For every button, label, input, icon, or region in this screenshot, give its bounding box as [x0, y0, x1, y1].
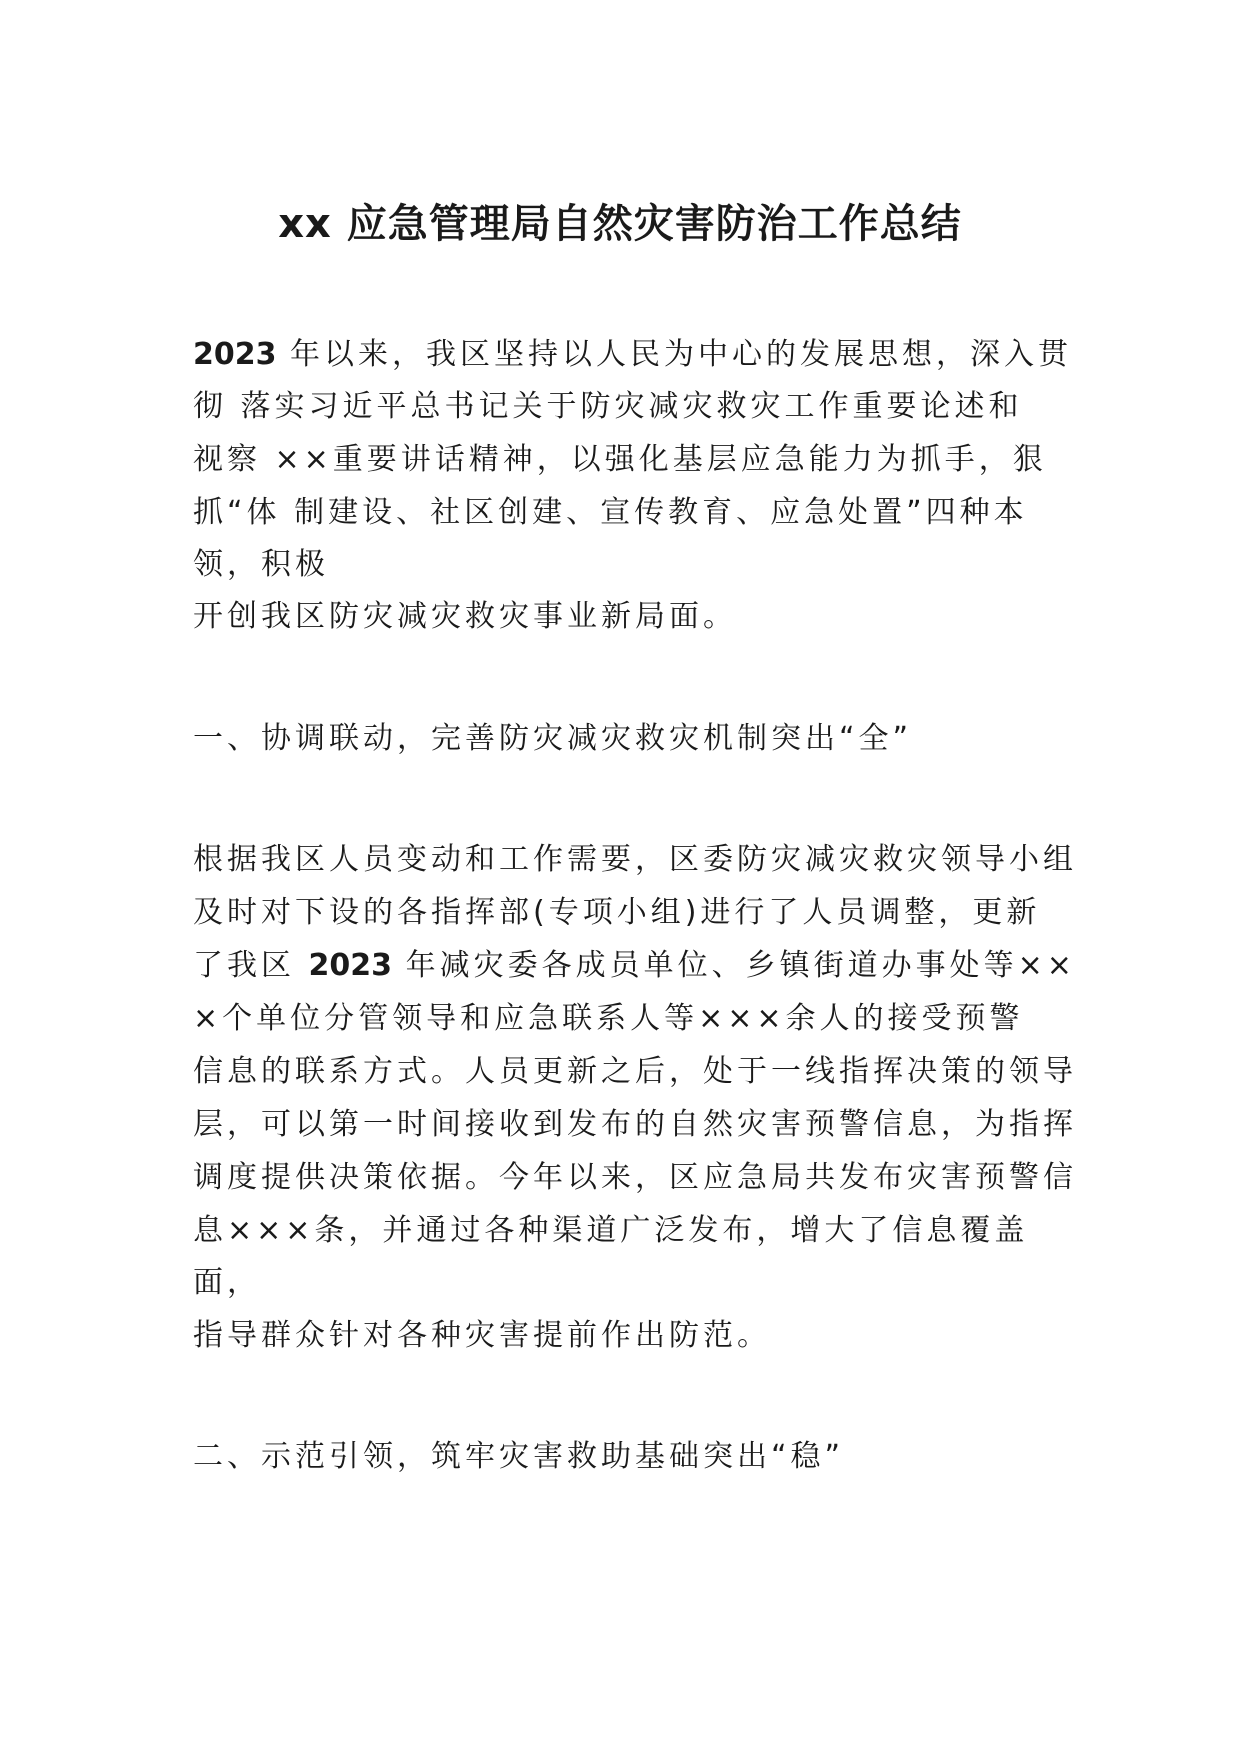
intro-line-6: 开创我区防灾减灾救灾事业新局面。 [193, 599, 737, 634]
section-1-line-3-post: 年减灾委各成员单位、乡镇街道办事处等×× [392, 948, 1076, 983]
section-1-line-3-pre: 了我区 [193, 948, 309, 983]
section-1-line-7: 调度提供决策依据。今年以来，区应急局共发布灾害预警信 [193, 1160, 1077, 1195]
intro-line-2: 彻 落实习近平总书记关于防灾减灾救灾工作重要论述和 [193, 389, 1023, 424]
section-1-line-8: 息×××条，并通过各种渠道广泛发布，增大了信息覆盖 [193, 1213, 1029, 1248]
intro-line-5: 领，积极 [193, 547, 329, 582]
intro-line-3: 视察 ××重要讲话精神，以强化基层应急能力为抓手，狠 [193, 442, 1047, 477]
document-title: xx 应急管理局自然灾害防治工作总结 [278, 201, 962, 247]
section-1-line-2: 及时对下设的各指挥部(专项小组)进行了人员调整，更新 [193, 895, 1041, 930]
intro-line-1 [193, 335, 1072, 375]
section-1-line-6: 层，可以第一时间接收到发布的自然灾害预警信息，为指挥 [193, 1107, 1077, 1142]
section-2-heading: 二、示范引领，筑牢灾害救助基础突出“稳” [193, 1439, 845, 1474]
section-1-line-5: 信息的联系方式。人员更新之后，处于一线指挥决策的领导 [193, 1054, 1077, 1089]
intro-line-1-text: 年以来，我区坚持以人民为中心的发展思想，深入贯 [276, 337, 1073, 372]
section-1-heading: 一、协调联动，完善防灾减灾救灾机制突出“全” [193, 721, 913, 756]
section-1-line-9: 面， [193, 1265, 261, 1300]
section-1-line-10: 指导群众针对各种灾害提前作出防范。 [193, 1318, 771, 1353]
section-1-year: 2023 [308, 948, 393, 983]
intro-year: 2023 [193, 337, 277, 372]
section-1-line-3 [193, 946, 1076, 986]
intro-line-4: 抓“体 制建设、社区创建、宣传教育、应急处置”四种本 [193, 495, 1028, 530]
section-1-line-1: 根据我区人员变动和工作需要，区委防灾减灾救灾领导小组 [193, 842, 1077, 877]
section-1-line-4: ×个单位分管领导和应急联系人等×××余人的接受预警 [193, 1001, 1024, 1036]
